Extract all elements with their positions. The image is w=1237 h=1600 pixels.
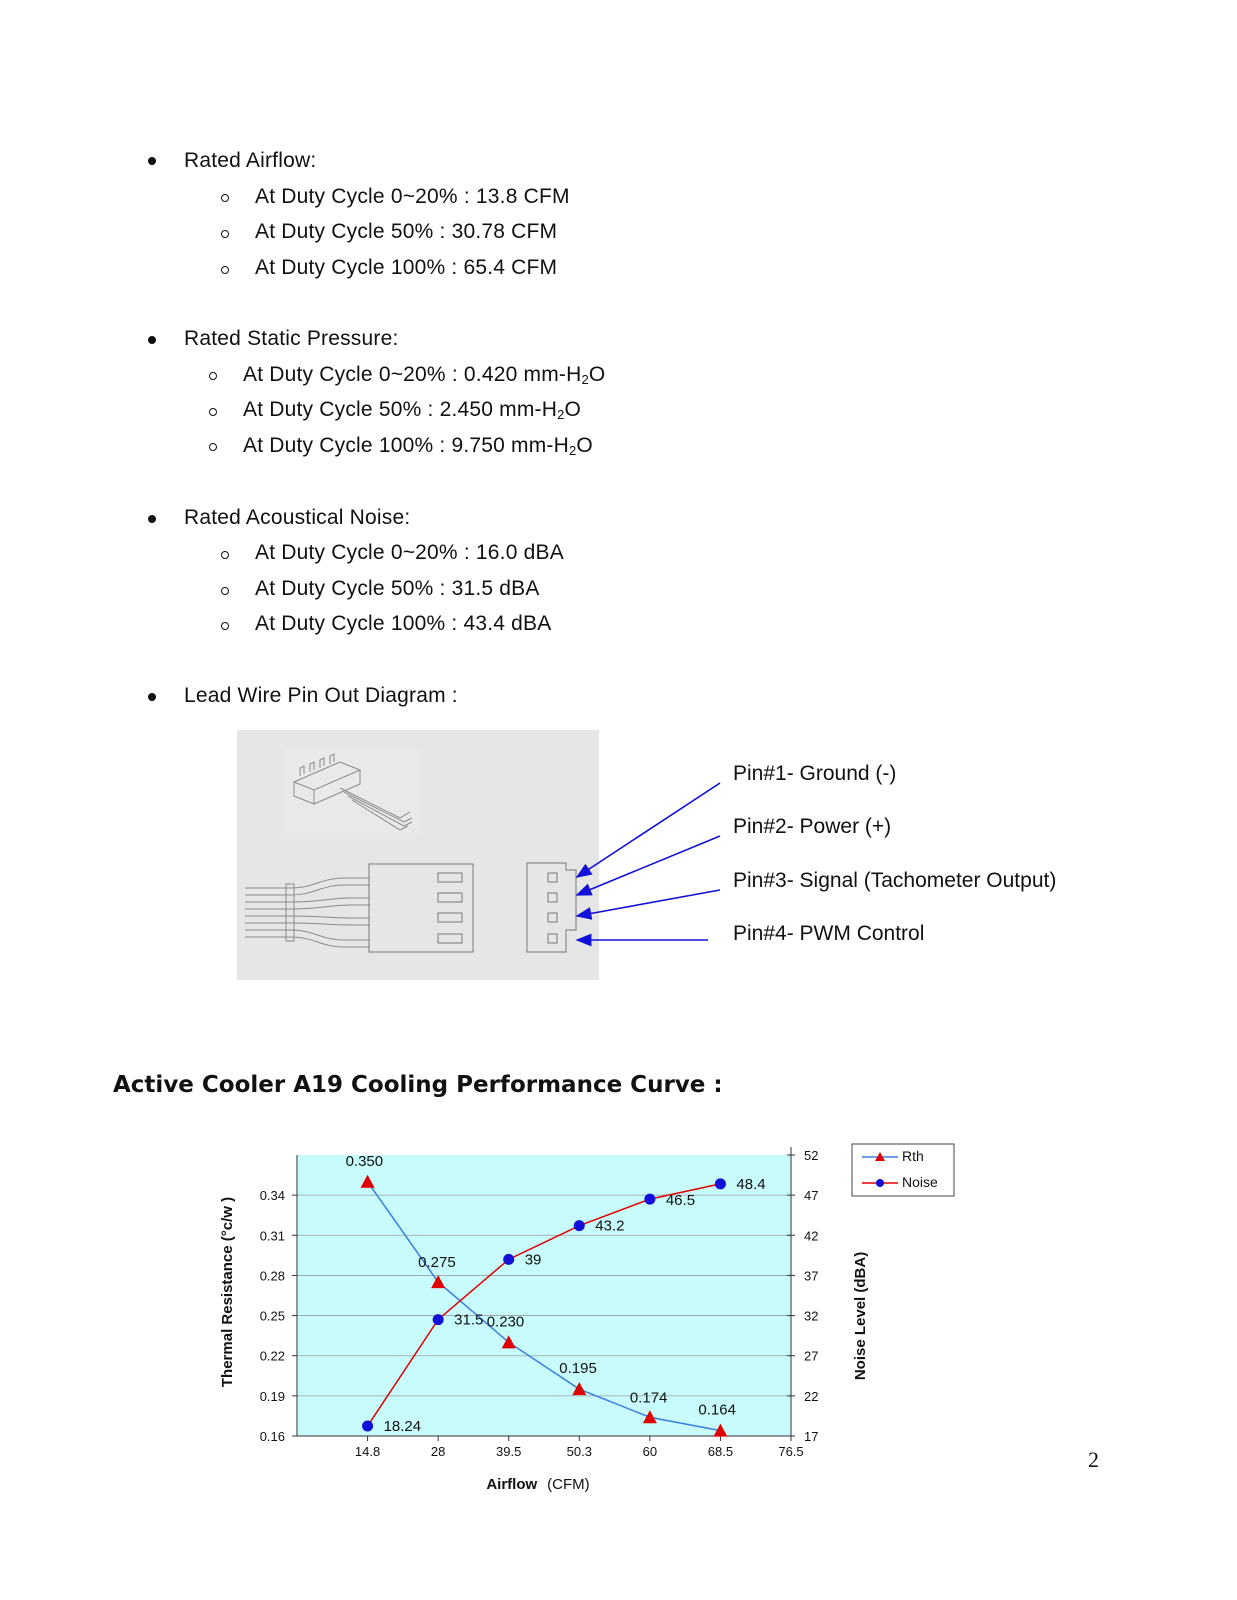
noise-title: Rated Acoustical Noise: [184,506,411,529]
noise-point [574,1220,585,1231]
pressure-item: At Duty Cycle 100% : 9.750 $mm-H_2O$ [243,434,593,458]
chart-legend [852,1144,954,1196]
plot-area [297,1152,791,1436]
y-left-tick-label: 0.28 [259,1268,285,1284]
y-right-tick-label: 37 [804,1268,819,1284]
y-left-tick-label: 0.16 [259,1429,285,1444]
noise-item: At Duty Cycle 50% : 31.5 dBA [255,577,540,600]
noise-point [433,1314,444,1325]
noise-item: At Duty Cycle 0~20% : 16.0 dBA [255,541,564,564]
noise-point [362,1421,373,1432]
pin3-label: Pin#3- Signal (Tachometer Output) [733,869,1057,892]
x-tick-label: 68.5 [707,1444,734,1459]
pin4-label: Pin#4- PWM Control [733,922,925,945]
y-left-tick-label: 0.25 [259,1308,285,1324]
y-right-tick-label: 17 [804,1429,819,1444]
y-right-tick-label: 27 [804,1348,819,1364]
y-right-tick-label: 47 [804,1188,819,1204]
pin2-label: Pin#2- Power (+) [733,815,892,838]
airflow-item: At Duty Cycle 100% : 65.4 CFM [255,256,558,279]
x-axis-label-unit: (CFM) [547,1476,590,1493]
x-tick-label: 14.8 [354,1444,381,1459]
y-left-tick-label: 0.31 [259,1228,285,1244]
y-right-tick-label: 22 [804,1388,819,1404]
y-left-tick-label: 0.19 [259,1388,285,1404]
y-right-axis-label: Noise Level (dBA) [852,1251,869,1381]
rth-data-label: 0.230 [486,1313,525,1331]
x-tick-label: 60 [642,1444,658,1459]
noise-point [715,1178,726,1189]
pin1-label: Pin#1- Ground (-) [733,762,897,785]
page-number: 2 [1088,1447,1099,1472]
y-left-tick-label: 0.34 [259,1188,285,1204]
noise-data-label: 43.2 [595,1217,625,1235]
noise-data-label: 46.5 [665,1192,696,1210]
y-right-tick-label: 42 [804,1228,819,1244]
y-right-tick-label: 32 [804,1308,819,1324]
x-tick-label: 39.5 [496,1444,522,1459]
rth-data-label: 0.195 [559,1360,597,1378]
noise-data-label: 39 [524,1251,542,1269]
airflow-title: Rated Airflow: [184,149,317,172]
noise-data-label: 31.5 [454,1311,484,1329]
noise-item: At Duty Cycle 100% : 43.4 dBA [255,612,552,635]
rth-data-label: 0.275 [418,1254,456,1272]
y-left-tick-label: 0.22 [259,1348,285,1364]
noise-point [503,1254,514,1265]
x-axis-label [486,1476,589,1493]
section-heading: Active Cooler A19 Cooling Performance Curve : [113,1072,723,1098]
rth-data-label: 0.174 [629,1389,668,1407]
x-tick-label: 50.3 [566,1444,592,1459]
y-left-axis-label: Thermal Resistance (°c/w ) [219,1196,236,1388]
pinout-title: Lead Wire Pin Out Diagram : [184,684,458,707]
noise-data-label: 48.4 [736,1175,766,1193]
legend-noise-label: Noise [902,1174,938,1190]
noise-data-label: 18.24 [383,1418,422,1436]
y-right-tick-label: 52 [804,1148,819,1163]
legend-rth-label: Rth [902,1148,924,1164]
x-tick-label: 28 [430,1444,446,1459]
airflow-item: At Duty Cycle 50% : 30.78 CFM [255,220,558,243]
rth-data-label: 0.350 [345,1152,384,1170]
pressure-title: Rated Static Pressure: [184,327,399,350]
x-axis-label-name: Airflow [486,1476,538,1493]
pressure-item: At Duty Cycle 0~20% : 0.420 $mm-H_2O$ [243,363,606,387]
x-tick-label: 76.5 [778,1444,804,1459]
pressure-item: At Duty Cycle 50% : 2.450 $mm-H_2O$ [243,398,582,422]
airflow-item: At Duty Cycle 0~20% : 13.8 CFM [255,185,570,208]
legend-noise-marker [876,1179,884,1187]
noise-point [644,1194,655,1205]
rth-data-label: 0.164 [698,1401,736,1419]
